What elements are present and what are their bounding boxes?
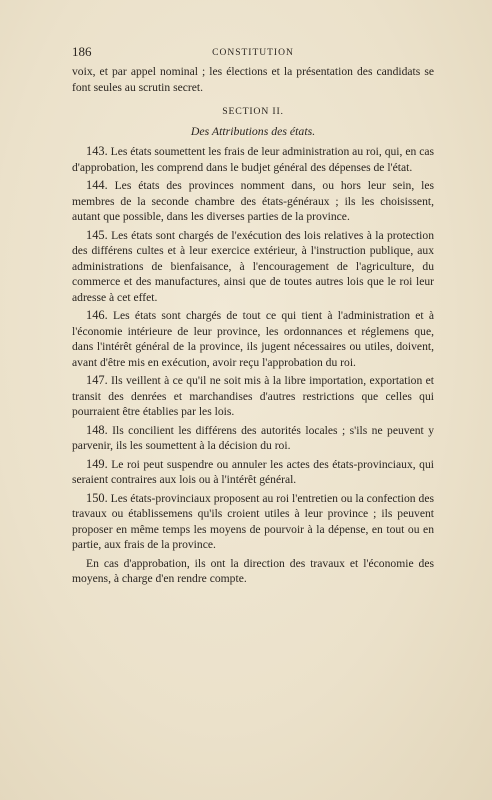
article-number: 146. [86,308,108,322]
article-text: Les états sont chargés de tout ce qui tient à l'administration et à l'économie intérieure de leur province, les ordonnances et réglemens que, dans l'intérêt général de la province, ils jugent nécessaires ou utiles, doivent, avant d'être mis en exécution, avoir reçu l'approbation du roi. [72,309,434,369]
running-title: CONSTITUTION [212,48,294,58]
section-title: SECTION II. [222,106,284,117]
section-subtitle: Des Attributions des états. [190,123,316,138]
closing-paragraph: En cas d'approbation, ils ont la direction des travaux et l'économie des moyens, à charge d'en rendre compte. [72,556,434,585]
continuation-paragraph: voix, et par appel nominal ; les élections et la présentation des candidats se font seules au scrutin secret. [72,65,434,94]
article-143 [72,144,434,175]
article-146 [72,308,434,370]
article-150 [72,491,434,553]
article-text: Ils concilient les différens des autorités locales ; s'ils ne peuvent y parvenir, ils les soumettent à la décision du roi. [72,423,434,452]
article-145 [72,228,434,306]
article-144 [72,178,434,225]
article-number: 143. [86,144,108,158]
article-text: Les états sont chargés de l'exécution des lois relatives à la protection des différens cultes et à leur exercice extérieur, à l'instruction publique, aux administrations de bienfaisance, à l'encouragement de l'agriculture, du commerce et des manufactures, ainsi que de toutes autres lois que le roi leur adresse à cet effet. [72,228,434,304]
article-number: 148. [86,422,108,437]
article-number: 144. [86,178,108,192]
article-147 [72,373,434,420]
article-text: Les états-provinciaux proposent au roi l'entretien ou la confection des travaux ou établissemens qu'ils croient utiles à leur province ; ils peuvent proposer en même temps les moyens de pourvoir à la dépense, en tout ou en partie, aux frais de la province. [72,491,434,551]
article-text: Ils veillent à ce qu'il ne soit mis à la libre importation, exportation et transit des denrées et marchandises d'autres restrictions que celles qui pourraient être établies par les lois. [72,374,434,418]
article-149 [72,457,434,488]
running-head [72,44,434,62]
article-text: Les états soumettent les frais de leur administration au roi, qui, en cas d'approbation, les comprend dans le budjet général des dépenses de l'état. [72,145,434,174]
article-number: 150. [86,490,108,505]
text-block [72,44,434,590]
page-number: 186 [72,44,92,59]
article-number: 145. [86,227,108,242]
article-text: Le roi peut suspendre ou annuler les actes des états-provinciaux, qui seraient contraires aux lois ou à l'intérêt général. [72,457,434,486]
article-number: 147. [86,373,108,387]
article-text: Les états des provinces nomment dans, ou hors leur sein, les membres de la seconde chambre des états-généraux ; ils les choisissent, autant que possible, dans les diverses parties de la province. [72,179,435,223]
article-number: 149. [86,456,108,471]
article-148 [72,423,434,454]
